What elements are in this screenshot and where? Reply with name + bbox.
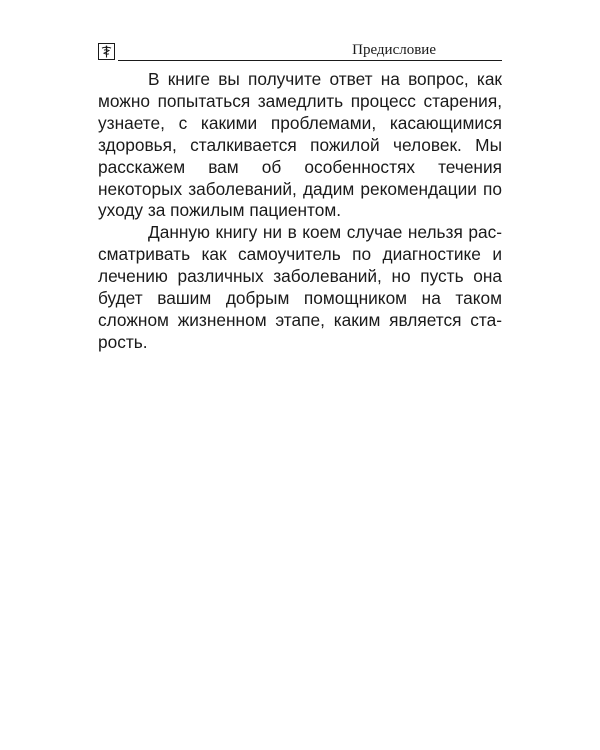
page-body	[98, 69, 502, 354]
running-header	[98, 40, 502, 66]
header-divider	[118, 60, 502, 61]
paragraph: Данную книгу ни в коем случае нельзя рассматривать как самоучитель по диагностике и лечению различных заболеваний, но пусть она будет вашим добрым помощником на таком сложном жизненном этапе, каким является старость.	[98, 222, 502, 352]
paragraph: В книге вы получите ответ на вопрос, как можно попытаться замедлить процесс старения, узнаете, с какими проблемами, касающимися здоровья, сталкивается пожилой человек. Мы расскажем вам об особенностях течения некоторых заболеваний, дадим рекомендации по уходу за пожилым пациентом.	[98, 69, 502, 221]
chapter-title: Предисловие	[352, 42, 436, 58]
caduceus-emblem-icon	[98, 43, 115, 60]
